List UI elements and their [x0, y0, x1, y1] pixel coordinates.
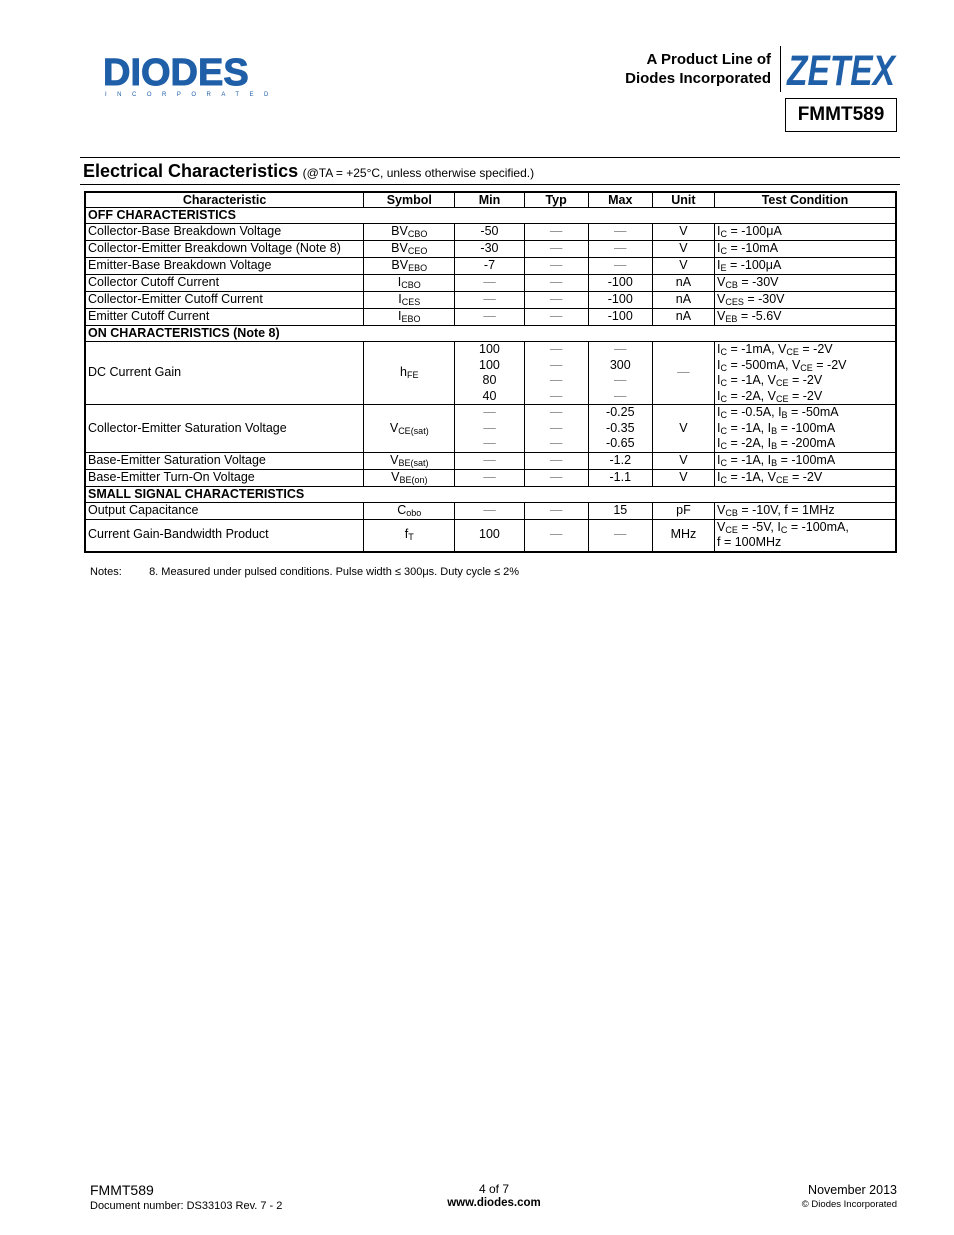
footer-right [802, 1183, 897, 1210]
symbol-cell [364, 502, 455, 519]
characteristic-cell: Collector-Emitter Breakdown Voltage (Note 8) [85, 241, 364, 258]
section-row [85, 486, 896, 502]
table-row [85, 258, 896, 275]
test-condition-cell [715, 258, 897, 275]
unit-cell: V [652, 469, 714, 486]
test-condition-cell [715, 469, 897, 486]
table-row [85, 342, 896, 405]
part-number-box: FMMT589 [785, 98, 897, 132]
column-header: Min [455, 192, 524, 208]
symbol-subscript: FE [407, 370, 419, 381]
table-row [85, 275, 896, 292]
note-8: 8. Measured under pulsed conditions. Pulse width ≤ 300μs. Duty cycle ≤ 2% [149, 566, 520, 578]
max-cell: -100 [588, 309, 652, 326]
table-header-row [85, 192, 896, 208]
value-line: — [614, 388, 627, 403]
unit-cell: V [652, 224, 714, 241]
symbol-subscript: BE(on) [399, 474, 428, 485]
typ-cell: — [524, 452, 588, 469]
column-header: Typ [524, 192, 588, 208]
max-cell: — [588, 258, 652, 275]
value-line: 100 [479, 342, 500, 356]
max-cell: — [588, 224, 652, 241]
symbol-main: I [397, 275, 402, 290]
column-header: Symbol [364, 192, 455, 208]
value-line: — [614, 373, 627, 387]
value-line: — [549, 388, 563, 403]
symbol-subscript: CE(sat) [398, 425, 429, 436]
condition-line: $I_C = -1A$, $I_B = -100mA$ [717, 452, 836, 468]
test-condition-cell [715, 292, 897, 309]
table-row [85, 452, 896, 469]
test-condition-cell [715, 405, 897, 453]
table-row [85, 502, 896, 519]
unit-cell: nA [652, 275, 714, 292]
section-title-text: Electrical Characteristics [83, 161, 299, 181]
characteristic-cell: Emitter-Base Breakdown Voltage [85, 258, 364, 275]
min-cell: -30 [455, 241, 524, 258]
column-header: Characteristic [85, 192, 364, 208]
condition-line: $I_C = -1A$, $V_{CE} = -2V$ [717, 373, 823, 388]
condition-line: $I_C = -1A$, $V_{CE} = -2V$ [717, 469, 823, 485]
typ-cell [524, 342, 588, 405]
electrical-characteristics-table [84, 191, 897, 553]
value-line: — [614, 342, 627, 356]
value-line: — [483, 420, 496, 435]
symbol-cell [364, 275, 455, 292]
unit-cell: nA [652, 292, 714, 309]
footer-website: www.diodes.com [447, 1197, 541, 1209]
value-line: -0.25 [606, 405, 635, 419]
typ-cell: — [524, 292, 588, 309]
value-line: — [549, 342, 563, 356]
symbol-main: f [404, 527, 409, 542]
value-line: 300 [609, 357, 631, 372]
value-line: 100 [479, 357, 500, 372]
value-line: 80 [482, 373, 497, 387]
section-condition: (@TA = +25°C, unless otherwise specified.) [302, 166, 535, 180]
section-heading: ON CHARACTERISTICS (Note 8) [85, 326, 896, 342]
section-row [85, 326, 896, 342]
notes [90, 566, 519, 578]
title-rule-top [80, 157, 900, 158]
value-line: — [549, 405, 563, 419]
condition-line: $V_{CB} = -30V$ [717, 275, 779, 291]
symbol-cell [364, 519, 455, 552]
symbol-subscript: BE(sat) [398, 457, 429, 468]
condition-line: $V_{EB} = -5.6V$ [717, 309, 782, 325]
test-condition-cell [715, 519, 897, 552]
condition-line: $V_{CB} = -10V$, f = 1MHz [717, 502, 835, 518]
max-cell [588, 405, 652, 453]
value-line: — [549, 357, 563, 372]
section-heading: SMALL SIGNAL CHARACTERISTICS [85, 486, 896, 502]
value-line: — [549, 436, 563, 450]
characteristic-cell: DC Current Gain [85, 342, 364, 405]
footer-left [90, 1182, 282, 1212]
column-header: Unit [652, 192, 714, 208]
symbol-cell [364, 224, 455, 241]
symbol-main: I [398, 292, 402, 307]
characteristic-cell: Collector-Emitter Cutoff Current [85, 292, 364, 309]
symbol-main: BV [391, 224, 408, 239]
footer-date: November 2013 [808, 1183, 897, 1197]
condition-line: $I_C = -1A$, $I_B = -100mA$ [717, 420, 836, 436]
section-title [83, 161, 534, 182]
table-row [85, 469, 896, 486]
typ-cell: — [524, 469, 588, 486]
typ-cell: — [524, 275, 588, 292]
min-cell [455, 405, 524, 453]
typ-cell: — [524, 519, 588, 552]
condition-line: $I_C = -100\mu A$ [717, 224, 782, 240]
condition-line: $I_C = -10mA$ [717, 241, 779, 257]
symbol-main: BV [391, 258, 409, 273]
typ-cell [524, 405, 588, 453]
footer-doc-number: Document number: DS33103 Rev. 7 - 2 [90, 1200, 283, 1212]
min-cell: — [455, 275, 524, 292]
condition-line: $V_{CE} = -5V$, $I_C = -100mA$, [717, 519, 849, 535]
symbol-subscript: EBO [408, 263, 428, 274]
characteristic-cell: Output Capacitance [85, 502, 364, 519]
symbol-subscript: T [408, 532, 414, 543]
typ-cell: — [524, 309, 588, 326]
column-header: Max [588, 192, 652, 208]
symbol-main: V [389, 420, 399, 435]
header-divider [780, 46, 781, 92]
symbol-main: V [390, 452, 399, 467]
symbol-subscript: CEO [407, 246, 428, 257]
column-header: Test Condition [715, 192, 897, 208]
value-line: -0.65 [606, 436, 635, 450]
min-cell: 100 [455, 519, 524, 552]
max-cell: -100 [588, 275, 652, 292]
value-line: -0.35 [606, 420, 635, 435]
footer-center [394, 1182, 594, 1209]
value-line: — [549, 420, 563, 435]
condition-line: $V_{CES} = -30V$ [717, 292, 785, 308]
symbol-cell [364, 309, 455, 326]
symbol-subscript: EBO [401, 314, 421, 325]
unit-cell: MHz [652, 519, 714, 552]
table-row [85, 292, 896, 309]
value-line: — [483, 405, 496, 419]
min-cell: — [455, 452, 524, 469]
diodes-logo [103, 52, 279, 98]
logo-subtitle: INCORPORATED [105, 92, 279, 98]
min-cell: -7 [455, 258, 524, 275]
section-row [85, 208, 896, 224]
table-row [85, 309, 896, 326]
unit-cell: V [652, 258, 714, 275]
zetex-logo [785, 46, 897, 95]
min-cell: — [455, 309, 524, 326]
symbol-cell [364, 292, 455, 309]
symbol-main: V [391, 469, 400, 484]
table-row [85, 519, 896, 552]
symbol-cell [364, 258, 455, 275]
characteristic-cell: Emitter Cutoff Current [85, 309, 364, 326]
symbol-subscript: obo [406, 507, 422, 518]
condition-line: $I_E = -100\mu A$ [717, 258, 782, 274]
typ-cell: — [524, 502, 588, 519]
table-row [85, 405, 896, 453]
min-cell: — [455, 292, 524, 309]
test-condition-cell [715, 275, 897, 292]
max-cell: — [588, 519, 652, 552]
condition-line: $I_C = -2A$, $I_B = -200mA$ [717, 436, 836, 451]
unit-cell: pF [652, 502, 714, 519]
symbol-subscript: CBO [407, 229, 428, 240]
footer-part: FMMT589 [90, 1182, 154, 1198]
symbol-cell [364, 342, 455, 405]
characteristic-cell: Current Gain-Bandwidth Product [85, 519, 364, 552]
condition-line: $I_C = -2A$, $V_{CE} = -2V$ [717, 388, 823, 404]
min-cell: — [455, 502, 524, 519]
table-row [85, 224, 896, 241]
min-cell [455, 342, 524, 405]
value-line: — [549, 373, 563, 387]
symbol-main: C [397, 502, 407, 517]
value-line: — [483, 436, 496, 450]
notes-label: Notes: [90, 566, 122, 578]
section-heading: OFF CHARACTERISTICS [85, 208, 896, 224]
condition-line: $I_C = -1mA$, $V_{CE} = -2V$ [717, 342, 833, 357]
unit-cell: V [652, 241, 714, 258]
test-condition-cell [715, 224, 897, 241]
max-cell: 15 [588, 502, 652, 519]
symbol-subscript: CES [401, 297, 421, 308]
condition-line: $I_C = -0.5A$, $I_B = -50mA$ [717, 405, 839, 420]
symbol-main: BV [391, 241, 408, 256]
typ-cell: — [524, 258, 588, 275]
table-row [85, 241, 896, 258]
typ-cell: — [524, 224, 588, 241]
characteristic-cell: Collector-Emitter Saturation Voltage [85, 405, 364, 453]
characteristic-cell: Base-Emitter Saturation Voltage [85, 452, 364, 469]
test-condition-cell [715, 342, 897, 405]
title-rule-bottom [80, 184, 900, 185]
symbol-cell [364, 469, 455, 486]
test-condition-cell [715, 241, 897, 258]
condition-line: $I_C = -500mA$, $V_{CE} = -2V$ [717, 357, 847, 373]
footer-copyright: © Diodes Incorporated [801, 1199, 897, 1210]
max-cell: — [588, 241, 652, 258]
footer-page: 4 of 7 [478, 1182, 510, 1196]
symbol-cell [364, 241, 455, 258]
max-cell: -100 [588, 292, 652, 309]
characteristic-cell: Collector-Base Breakdown Voltage [85, 224, 364, 241]
symbol-cell [364, 405, 455, 453]
product-line-1: A Product Line of [646, 51, 771, 68]
symbol-subscript: CBO [401, 280, 421, 291]
test-condition-cell [715, 452, 897, 469]
min-cell: — [455, 469, 524, 486]
min-cell: -50 [455, 224, 524, 241]
unit-cell: — [652, 342, 714, 405]
symbol-main: I [398, 309, 402, 324]
zetex-wordmark: ZETEX [785, 47, 897, 95]
logo-wordmark: DIODES [103, 52, 249, 94]
test-condition-cell [715, 309, 897, 326]
symbol-cell [364, 452, 455, 469]
characteristic-cell: Collector Cutoff Current [85, 275, 364, 292]
product-line-2: Diodes Incorporated [625, 70, 771, 87]
typ-cell: — [524, 241, 588, 258]
symbol-main: h [400, 365, 407, 380]
max-cell: -1.1 [588, 469, 652, 486]
unit-cell: V [652, 452, 714, 469]
unit-cell: V [652, 405, 714, 453]
product-line [625, 50, 771, 88]
condition-line: f = 100MHz [717, 535, 782, 549]
value-line: 40 [482, 388, 497, 403]
test-condition-cell [715, 502, 897, 519]
unit-cell: nA [652, 309, 714, 326]
characteristic-cell: Base-Emitter Turn-On Voltage [85, 469, 364, 486]
max-cell: -1.2 [588, 452, 652, 469]
max-cell [588, 342, 652, 405]
